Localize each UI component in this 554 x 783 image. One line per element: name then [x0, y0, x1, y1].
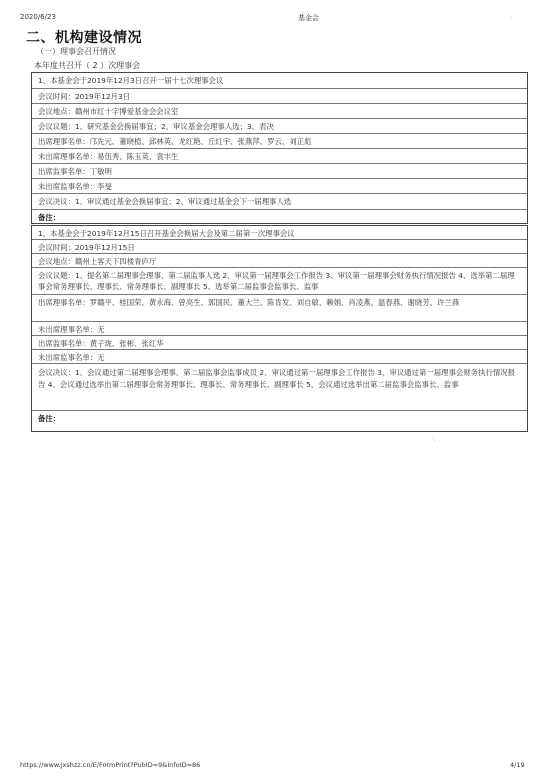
subsection-title: （一）理事会召开情况 [36, 47, 116, 56]
absent-directors: 未出席理事名单：无 [32, 322, 527, 336]
absent-directors: 未出席理事名单：易伍秀、陈玉英、袁丰生 [32, 149, 527, 164]
meeting-place: 会议地点：赣州市红十字博爱基金会会议室 [32, 104, 527, 119]
meeting-time: 会议时间：2019年12月15日 [32, 240, 527, 254]
meeting-time: 会议时间：2019年12月3日 [32, 89, 527, 104]
meeting-topics: 会议议题：1、研究基金会换届事宜；2、审议基金会理事人选；3、表决 [32, 119, 527, 134]
meeting-title: 1、本基金会于2019年12月15日召开基金会换届大会及第二届第一次理事会议 [32, 226, 527, 240]
meeting-title: 1、本基金会于2019年12月3日召开一届十七次理事会议 [32, 73, 527, 89]
meeting-resolution: 会议决议：1、会议通过第二届理事会理事、第二届监事会监事成员 2、审议通过第一届理事会工作报告 3、审议通过第一届理事会财务执行情况报告 4、会议通过选举出第二届理事会常务理事长、理事长、常务理事长、副理事长 5、会议通过选举出第二届监事会监事长、监事 [32, 364, 527, 411]
print-header-title: 基金会 [298, 14, 319, 22]
meeting-place: 会议地点：赣州上客天下四楼青庐厅 [32, 254, 527, 268]
scan-mark: · [510, 14, 513, 22]
page-url: https://www.jxshzz.cn/E/FormPrint?PubID=9&InfoID=86 [20, 761, 201, 769]
absent-supervisors: 未出席监事名单：李旻 [32, 179, 527, 194]
print-date: 2020/6/23 [20, 13, 56, 21]
attending-supervisors: 出席监事名单：丁敏明 [32, 164, 527, 179]
attending-supervisors: 出席监事名单：黄子珑、张彬、张红华 [32, 336, 527, 350]
section-title: 二、机构建设情况 [26, 30, 142, 46]
meeting-note: 备注： [38, 414, 61, 423]
page-number: 4/19 [510, 761, 525, 769]
meeting-table-1 [31, 72, 528, 224]
scan-speck: ·. [432, 436, 436, 443]
meeting-topics: 会议议题：1、提名第二届理事会理事、第二届监事人选 2、审议第一届理事会工作报告 3、审议第一届理事会财务执行情况报告 4、选举第二届理事会常务理事长、理事长、常务理事长、副理事长 5、选举第二届监事会监事长、监事 [32, 268, 527, 295]
meeting-table-2 [31, 225, 528, 432]
meeting-count: 本年度共召开（ 2 ）次理事会 [34, 61, 141, 70]
attending-directors: 出席理事名单：邝先元、董晓植、邱林英、龙红艳、丘红宇、张燕萍、罗云、刘正彪 [32, 134, 527, 149]
meeting-resolution: 会议决议：1、审议通过基金会换届事宜；2、审议通过基金会下一届理事人选 [32, 194, 527, 210]
attending-directors: 出席理事名单：罗赣平、桂国荣、黄永海、曾亮生、郭国民、董大兰、陈肯发、刘自敏、赖娟、肖凌燕、温春燕、谢晓芳、许兰燕 [32, 295, 527, 322]
absent-supervisors: 未出席监事名单：无 [32, 350, 527, 364]
meeting-note: 备注： [38, 213, 61, 222]
